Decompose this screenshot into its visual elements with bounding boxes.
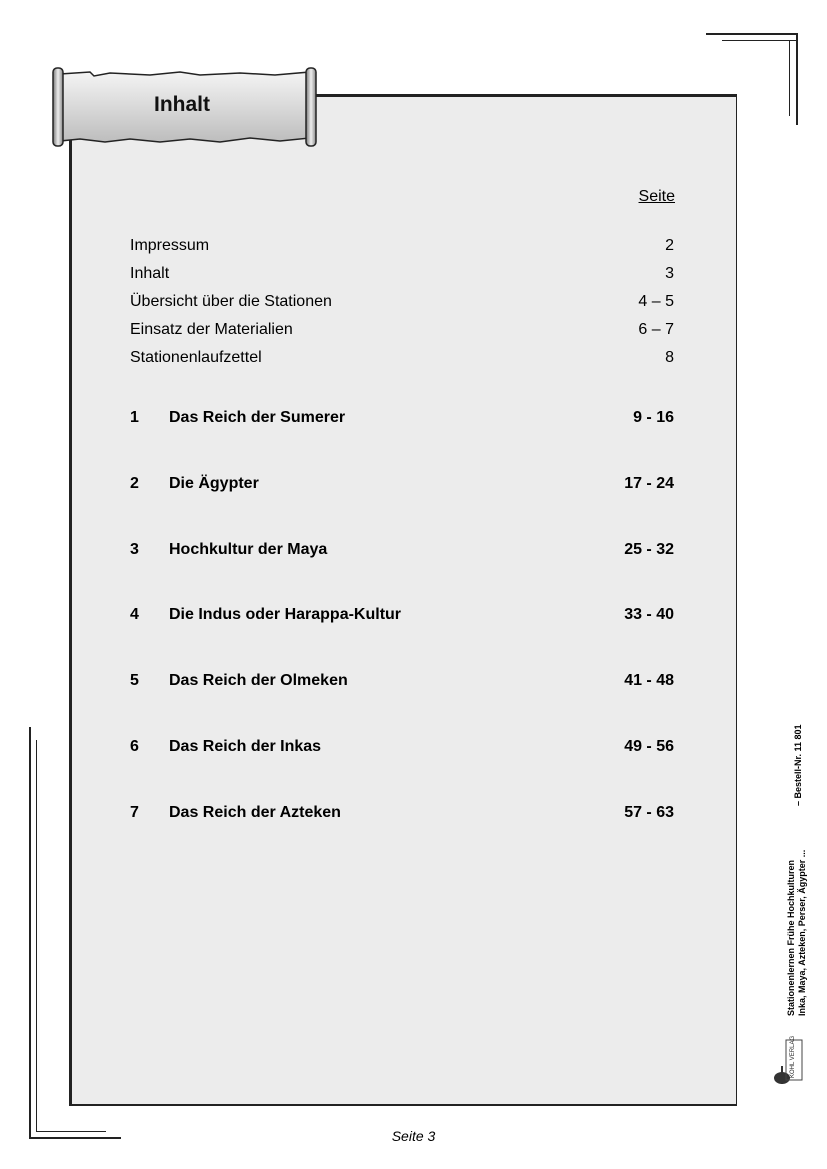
toc-row — [130, 265, 674, 287]
chapter-pages: 57 - 63 — [624, 804, 674, 821]
chapter-title: Das Reich der Azteken — [169, 804, 341, 821]
toc-row-pages: 3 — [665, 265, 674, 282]
chapter-number: 2 — [130, 475, 139, 492]
seite-column-header: Seite — [638, 188, 675, 205]
corner-line-top-h — [706, 33, 798, 35]
corner-line-bottom-v — [29, 727, 31, 1139]
chapter-row — [130, 804, 674, 826]
chapter-pages: 49 - 56 — [624, 738, 674, 755]
toc-row — [130, 293, 674, 315]
chapter-number: 6 — [130, 738, 139, 755]
corner-line-top-v2 — [789, 40, 790, 116]
chapter-number: 7 — [130, 804, 139, 821]
chapter-pages: 33 - 40 — [624, 606, 674, 623]
chapter-title: Die Indus oder Harappa-Kultur — [169, 606, 402, 623]
chapter-number: 4 — [130, 606, 139, 623]
toc-row-pages: 2 — [665, 237, 674, 254]
toc-row-pages: 6 – 7 — [638, 321, 674, 338]
side-line-1: Stationenlernen Frühe Hochkulturen — [786, 859, 796, 1016]
toc-row-title: Einsatz der Materialien — [130, 321, 293, 338]
chapter-title: Das Reich der Inkas — [169, 738, 322, 755]
chapter-title: Die Ägypter — [169, 475, 259, 492]
chapter-pages: 41 - 48 — [624, 672, 674, 689]
chapter-number: 5 — [130, 672, 139, 689]
corner-line-top-h2 — [722, 40, 798, 41]
chapter-row — [130, 738, 674, 760]
chapter-number: 3 — [130, 541, 139, 558]
chapter-row — [130, 475, 674, 497]
side-line-2: Inka, Maya, Azteken, Perser, Ägypter ... — [797, 849, 807, 1016]
toc-row — [130, 349, 674, 371]
page-number: Seite 3 — [391, 1128, 436, 1144]
corner-line-top-v — [796, 33, 798, 125]
chapter-pages: 25 - 32 — [624, 541, 674, 558]
toc-row — [130, 321, 674, 343]
chapter-title: Das Reich der Olmeken — [169, 672, 348, 689]
toc-row-pages: 4 – 5 — [638, 293, 674, 310]
chapter-row — [130, 409, 674, 431]
chapter-number: 1 — [130, 409, 139, 426]
page-title: Inhalt — [154, 93, 210, 116]
chapter-pages: 17 - 24 — [624, 475, 674, 492]
chapter-pages: 9 - 16 — [633, 409, 674, 426]
chapter-row — [130, 541, 674, 563]
publisher-logo — [772, 1036, 814, 1088]
toc-row-title: Impressum — [130, 237, 210, 254]
corner-line-bottom-v2 — [36, 740, 37, 1132]
publisher-name: KOHL VERLAG — [790, 1036, 796, 1078]
chapter-row — [130, 606, 674, 628]
chapter-title: Das Reich der Sumerer — [169, 409, 346, 426]
toc-row-title: Inhalt — [130, 265, 170, 282]
toc-row-title: Übersicht über die Stationen — [130, 293, 332, 310]
toc-row-pages: 8 — [665, 349, 674, 366]
chapter-row — [130, 672, 674, 694]
side-order-number: – Bestell-Nr. 11 801 — [793, 724, 803, 806]
toc-row — [130, 237, 674, 259]
toc-row-title: Stationenlaufzettel — [130, 349, 262, 366]
chapter-title: Hochkultur der Maya — [169, 541, 328, 558]
